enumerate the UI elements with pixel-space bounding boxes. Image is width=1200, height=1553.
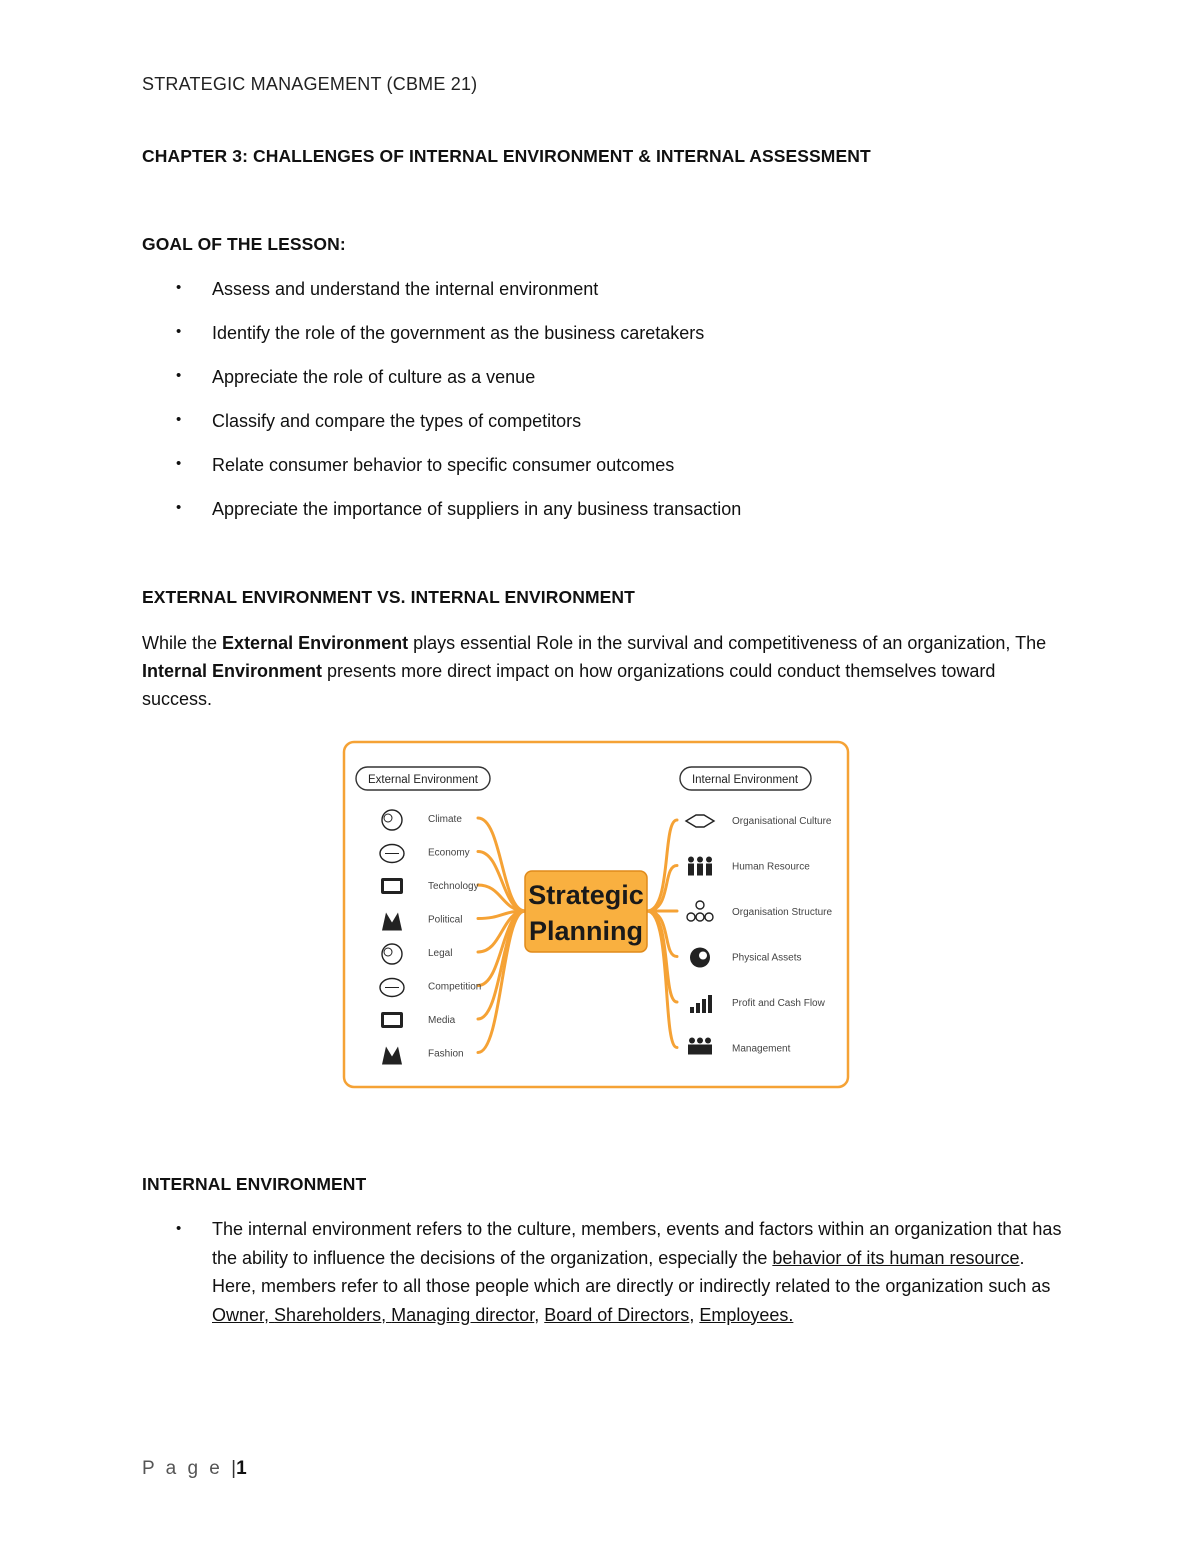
factor-label: Political [428, 914, 463, 926]
factor-label: Human Resource [732, 861, 810, 873]
running-header: STRATEGIC MANAGEMENT (CBME 21) [142, 74, 478, 94]
factor-icon [381, 1012, 403, 1028]
bullet-icon: • [176, 1220, 182, 1237]
strategic-planning-diagram [342, 740, 850, 1090]
chapter-title: CHAPTER 3: CHALLENGES OF INTERNAL ENVIRONMENT & INTERNAL ASSESSMENT [142, 146, 871, 166]
factor-icon [380, 845, 404, 863]
factor-icon [382, 944, 402, 964]
factor-label: Fashion [428, 1048, 464, 1060]
factor-label: Competition [428, 981, 482, 993]
goal-heading: GOAL OF THE LESSON: [142, 234, 346, 254]
factor-label: Technology [428, 881, 479, 892]
bullet-icon: • [176, 279, 182, 296]
bullet-icon: • [176, 411, 182, 428]
factor-icon [688, 857, 712, 876]
factor-label: Management [732, 1043, 791, 1055]
factor-icon [690, 948, 710, 968]
factor-label: Legal [428, 948, 453, 959]
intro-paragraph: While the External Environment plays essential Role in the survival and competitiveness of an organization, The Internal Environment presents more direct impact on how organizations could conduct themselves toward success. [142, 633, 1047, 709]
factor-label: Organisational Culture [732, 816, 832, 827]
center-label-line2: Planning [529, 916, 643, 946]
center-label-line1: Strategic [528, 880, 644, 910]
factor-label: Economy [428, 847, 470, 859]
factor-label: Profit and Cash Flow [732, 998, 825, 1009]
external-title: External Environment [368, 774, 478, 786]
factor-label: Organisation Structure [732, 907, 833, 918]
bullet-icon: • [176, 323, 182, 340]
internal-env-text: The internal environment refers to the culture, members, events and factors within an organization that has the ability to influence the decisions of the organization, especially the behavior of its human resource. Here, members refer to all those people which are directly or indirectly related to the organization such as Owner, Shareholders, Managing director, Board of Directors, Employees. [212, 1219, 1062, 1325]
bullet-icon: • [176, 499, 182, 516]
page-footer: P a g e |1 [142, 1458, 247, 1479]
factor-icon [688, 1038, 712, 1055]
factor-icon [381, 878, 403, 894]
factor-label: Media [428, 1015, 456, 1026]
bullet-icon: • [176, 455, 182, 472]
section-heading-ext-vs-int: EXTERNAL ENVIRONMENT VS. INTERNAL ENVIRONMENT [142, 587, 635, 607]
section-heading-internal: INTERNAL ENVIRONMENT [142, 1174, 367, 1194]
internal-title: Internal Environment [691, 774, 799, 786]
factor-label: Physical Assets [732, 952, 802, 964]
factor-label: Climate [428, 814, 462, 825]
bullet-icon: • [176, 367, 182, 384]
factor-icon [380, 979, 404, 997]
factor-icon [382, 810, 402, 830]
